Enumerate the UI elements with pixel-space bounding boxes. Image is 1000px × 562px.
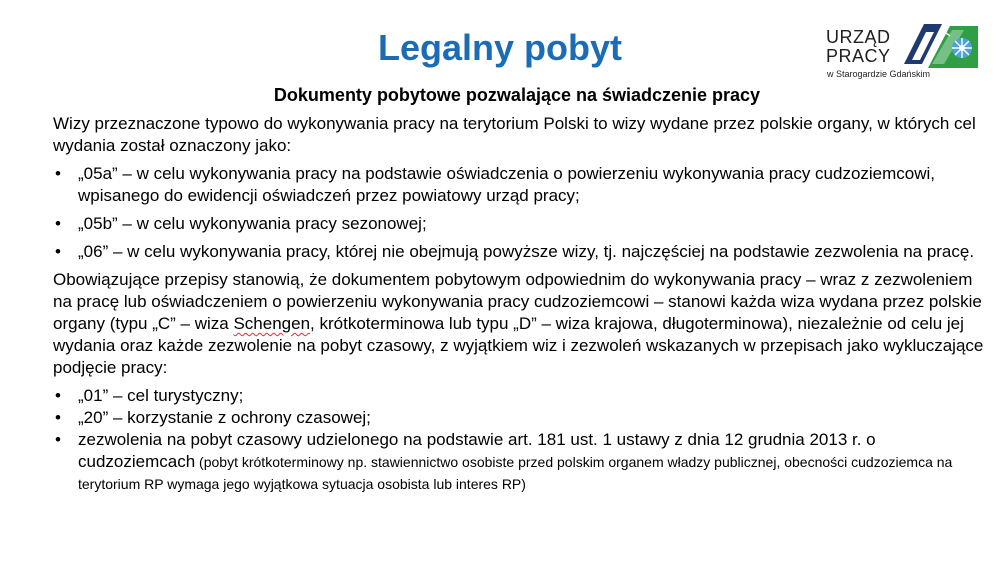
slide-body <box>53 113 988 501</box>
logo-text <box>826 28 891 66</box>
logo <box>822 20 982 84</box>
list-item: • „05a” – w celu wykonywania pracy na podstawie oświadczenia o powierzeniu wykonywania pracy cudzoziemcowi, wpisanego do ewidencji oświadczeń przez powiatowy urząd pracy; <box>53 163 988 207</box>
exclusion-list <box>53 385 988 495</box>
exclusion-note: (pobyt krótkoterminowy np. stawiennictwo osobiste przed polskim organem władzy publicznej, obecności cudzoziemca na terytorium RP wymaga jego wyjątkowa sytuacja osobista lub interes RP) <box>78 454 953 492</box>
list-item: • „20” – korzystanie z ochrony czasowej; <box>53 407 988 429</box>
slide-subtitle: Dokumenty pobytowe pozwalające na świadczenie pracy <box>273 85 761 105</box>
visa-type-list <box>53 163 988 263</box>
logo-line-2: PRACY <box>826 46 891 66</box>
logo-subtitle: w Starogardzie Gdańskim <box>827 69 931 79</box>
rules-text-part-1: Obowiązujące przepisy stanowią, że dokumentem pobytowym odpowiednim do wykonywania pracy – wraz z zezwoleniem na pracę lub oświadczeniem o powierzeniu wykonywania pracy cudzoziemcowi – stanowi każda wiza wydana przez polskie organy (typu „C” – wiza <box>53 270 982 333</box>
intro-paragraph: Wizy przeznaczone typowo do wykonywania pracy na terytorium Polski to wizy wydane przez polskie organy, w których cel wydania został oznaczony jako: <box>53 114 976 155</box>
list-item <box>53 429 988 495</box>
list-item: • „06” – w celu wykonywania pracy, której nie obejmują powyższe wizy, tj. najczęściej na podstawie zezwolenia na pracę. <box>53 241 988 263</box>
logo-emblem-icon <box>898 20 980 72</box>
spellcheck-word: Schengen <box>233 314 311 333</box>
rules-paragraph <box>53 269 988 379</box>
list-item: • „01” – cel turystyczny; <box>53 385 988 407</box>
rules-text-part-2: , krótkoterminowa lub typu „D” – wiza krajowa, długoterminowa), niezależnie od celu jej wydania oraz każde zezwolenie na pobyt czasowy, z wyjątkiem wiz i zezwoleń wskazanych w przepisach jako wykluczające podjęcie pracy: <box>53 314 984 377</box>
slide-title: Legalny pobyt <box>377 27 623 68</box>
exclusion-main-text: zezwolenia na pobyt czasowy udzielonego na podstawie art. 181 ust. 1 ustawy z dnia 12 grudnia 2013 r. o cudzoziemcach <box>78 430 876 471</box>
list-item: • „05b” – w celu wykonywania pracy sezonowej; <box>53 213 988 235</box>
logo-line-1: URZĄD <box>826 27 891 47</box>
